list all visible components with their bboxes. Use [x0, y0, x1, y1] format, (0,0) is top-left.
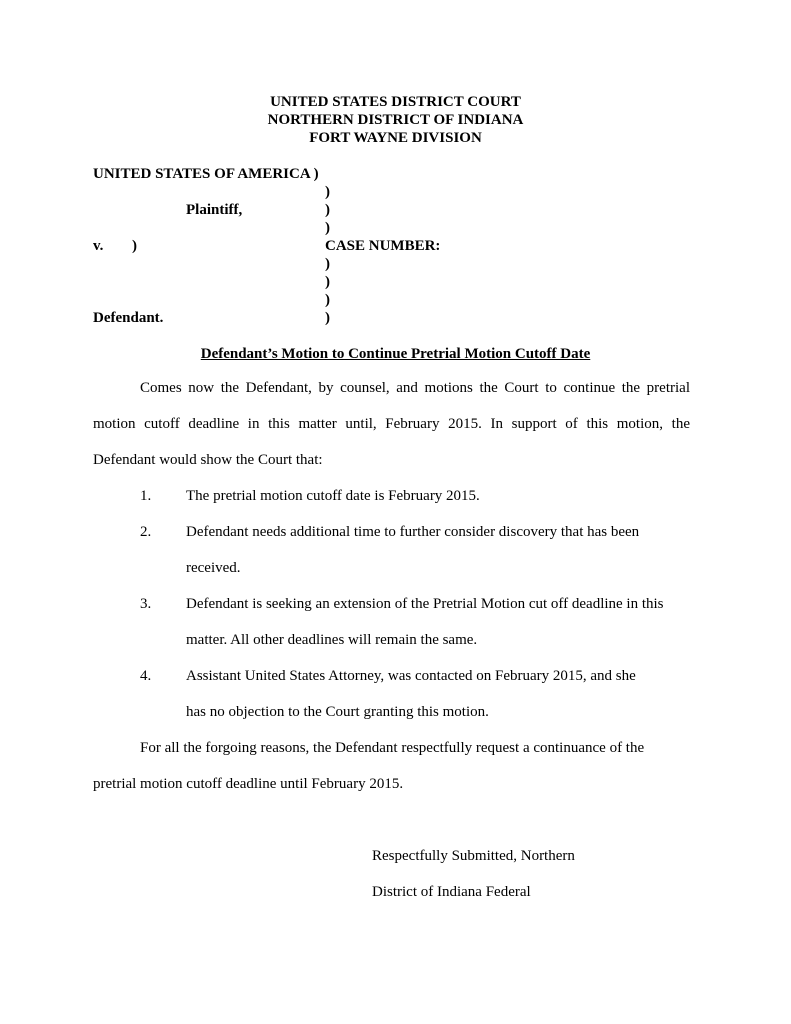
caption-paren: )	[325, 256, 330, 272]
item-text: Assistant United States Attorney, was contacted on February 2015, and she	[186, 668, 636, 684]
versus-label: v.	[93, 238, 104, 254]
conclusion-line: For all the forgoing reasons, the Defendant respectfully request a continuance of the	[140, 740, 645, 756]
caption-paren: )	[325, 292, 330, 308]
item-number: 2.	[140, 524, 152, 540]
caption-paren: )	[325, 202, 330, 218]
item-number: 1.	[140, 488, 152, 504]
item-number: 3.	[140, 596, 152, 612]
court-name: UNITED STATES DISTRICT COURT	[270, 94, 521, 110]
court-district: NORTHERN DISTRICT OF INDIANA	[267, 112, 524, 128]
item-text: matter. All other deadlines will remain the same.	[186, 632, 478, 648]
signature-line: District of Indiana Federal	[372, 884, 531, 900]
intro-line: Comes now the Defendant, by counsel, and motions the Court to continue the pretrial	[140, 380, 690, 396]
plaintiff-name: UNITED STATES OF AMERICA )	[93, 166, 319, 182]
intro-line: motion cutoff deadline in this matter until, February 2015. In support of this motion, the	[93, 416, 690, 432]
case-number-label: CASE NUMBER:	[325, 238, 441, 254]
caption-paren: )	[325, 310, 330, 326]
caption-paren: )	[132, 238, 137, 254]
item-text: received.	[186, 560, 241, 576]
defendant-role: Defendant.	[93, 310, 164, 326]
item-number: 4.	[140, 668, 152, 684]
signature-line: Respectfully Submitted, Northern	[372, 848, 575, 864]
caption-paren: )	[325, 274, 330, 290]
item-text: has no objection to the Court granting this motion.	[186, 704, 489, 720]
court-division: FORT WAYNE DIVISION	[309, 130, 482, 146]
item-text: Defendant is seeking an extension of the Pretrial Motion cut off deadline in this	[186, 596, 664, 612]
caption-paren: )	[325, 220, 330, 236]
item-text: Defendant needs additional time to further consider discovery that has been	[186, 524, 640, 540]
intro-line: Defendant would show the Court that:	[93, 452, 323, 468]
plaintiff-role: Plaintiff,	[186, 202, 243, 218]
conclusion-line: pretrial motion cutoff deadline until February 2015.	[93, 776, 404, 792]
motion-title: Defendant’s Motion to Continue Pretrial Motion Cutoff Date	[200, 346, 591, 362]
caption-paren: )	[325, 184, 330, 200]
item-text: The pretrial motion cutoff date is February 2015.	[186, 488, 480, 504]
